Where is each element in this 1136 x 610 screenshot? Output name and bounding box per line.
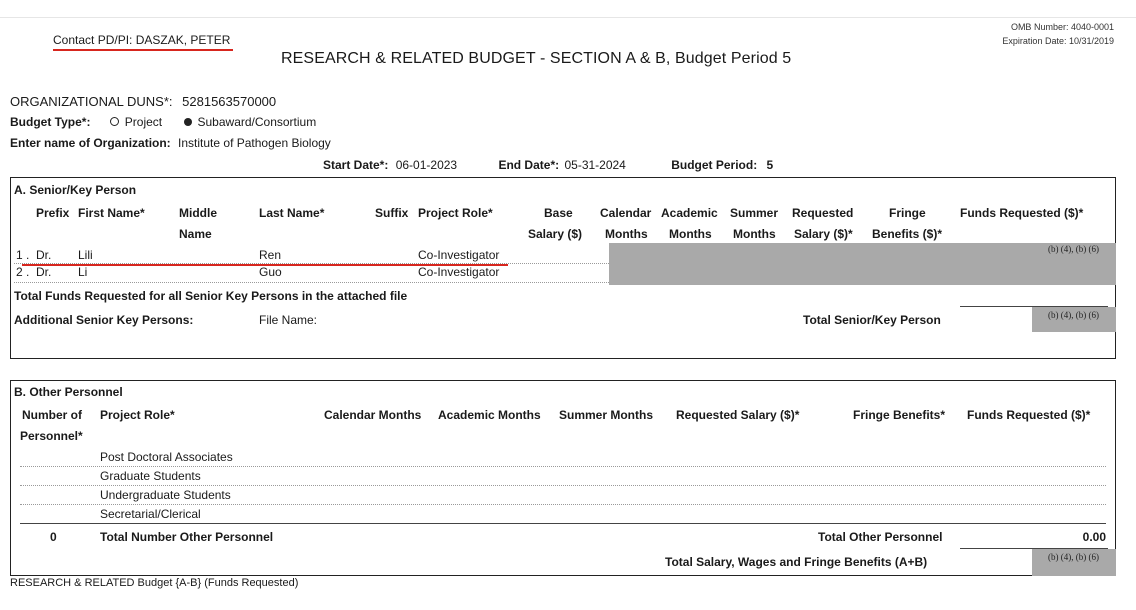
budget-period-label: Budget Period: [671, 158, 758, 172]
redaction-block-a [609, 243, 1116, 285]
duns-label: ORGANIZATIONAL DUNS*: [10, 94, 173, 109]
row-divider [20, 504, 1106, 505]
col-req-1: Requested [792, 206, 854, 220]
col-b-role: Project Role* [100, 408, 175, 422]
col-cal-1: Calendar [600, 206, 652, 220]
col-last-name: Last Name* [259, 206, 325, 220]
row-divider [20, 485, 1106, 486]
duns-value: 5281563570000 [182, 94, 277, 109]
redaction-label-total-a: (b) (4), (b) (6) [1048, 310, 1099, 320]
footer-text: RESEARCH & RELATED Budget {A-B} (Funds Requested) [10, 577, 299, 589]
col-first-name: First Name* [78, 206, 145, 220]
start-date-label: Start Date*: [323, 158, 389, 172]
row-last-name: Ren [259, 248, 282, 262]
row-first-name: Li [78, 265, 88, 279]
omb-number: OMB Number: 4040-0001 [1010, 22, 1114, 32]
col-fringe-1: Fringe [889, 206, 926, 220]
col-b-cal: Calendar Months [324, 408, 422, 422]
end-date-label: End Date*: [498, 158, 560, 172]
col-b-fringe: Fringe Benefits* [853, 408, 946, 422]
role-grad: Graduate Students [100, 469, 201, 483]
total-number-value: 0 [50, 530, 57, 544]
redaction-label-total-b: (b) (4), (b) (6) [1048, 552, 1099, 562]
col-cal-2: Months [605, 227, 648, 241]
end-date-value: 05-31-2024 [564, 158, 626, 172]
col-middle-2: Name [179, 227, 212, 241]
total-salary-label: Total Salary, Wages and Fringe Benefits (A+B) [665, 555, 928, 569]
expiration-date: Expiration Date: 10/31/2019 [1002, 36, 1114, 46]
col-sum-1: Summer [730, 206, 779, 220]
col-b-req: Requested Salary ($)* [676, 408, 800, 422]
contact-pi: Contact PD/PI: DASZAK, PETER [53, 33, 231, 47]
period-row [323, 158, 773, 172]
row-divider [14, 282, 609, 283]
row-divider [20, 466, 1106, 467]
col-sum-2: Months [733, 227, 776, 241]
radio-project-label: Project [124, 115, 163, 129]
row-first-name: Lili [78, 248, 93, 262]
col-prefix: Prefix [36, 206, 70, 220]
role-secretarial: Secretarial/Clerical [100, 507, 201, 521]
section-a-title: A. Senior/Key Person [14, 183, 137, 197]
col-b-acad: Academic Months [438, 408, 541, 422]
radio-project[interactable] [110, 115, 162, 129]
total-other-label: Total Other Personnel [818, 530, 943, 544]
col-b-funds: Funds Requested ($)* [967, 408, 1091, 422]
col-fringe-2: Benefits ($)* [872, 227, 943, 241]
org-name-value: Institute of Pathogen Biology [178, 136, 331, 150]
radio-filled-icon [184, 118, 192, 126]
highlight-underline-contact [53, 49, 233, 51]
col-suffix: Suffix [375, 206, 409, 220]
row-prefix: Dr. [36, 248, 52, 262]
redaction-label-a: (b) (4), (b) (6) [1048, 244, 1099, 254]
duns-row [10, 94, 276, 109]
budget-type-label: Budget Type*: [10, 115, 91, 129]
start-date-value: 06-01-2023 [395, 158, 458, 172]
row-number: 2 . [16, 265, 30, 279]
col-funds: Funds Requested ($)* [960, 206, 1084, 220]
row-last-name: Guo [259, 265, 282, 279]
row-number: 1 . [16, 248, 30, 262]
top-border [0, 17, 1136, 18]
budget-period-value: 5 [766, 158, 774, 172]
row-role: Co-Investigator [418, 265, 500, 279]
col-project-role: Project Role* [418, 206, 493, 220]
radio-empty-icon [110, 117, 119, 126]
total-other-value: 0.00 [1082, 530, 1106, 544]
section-b-title: B. Other Personnel [14, 385, 123, 399]
radio-subaward-label: Subaward/Consortium [197, 115, 317, 129]
total-funds-attached: Total Funds Requested for all Senior Key Persons in the attached file [14, 289, 408, 303]
col-b-number-1: Number of [22, 408, 82, 422]
role-postdoc: Post Doctoral Associates [100, 450, 233, 464]
col-acad-2: Months [669, 227, 712, 241]
col-b-number-2: Personnel* [20, 429, 83, 443]
total-senior-key-label: Total Senior/Key Person [803, 313, 941, 327]
page-title: RESEARCH & RELATED BUDGET - SECTION A & B, Budget Period 5 [281, 50, 792, 67]
totals-divider [20, 523, 1106, 524]
file-name-label: File Name: [259, 313, 318, 327]
org-name-row [10, 136, 331, 150]
role-undergrad: Undergraduate Students [100, 488, 231, 502]
radio-subaward[interactable] [184, 115, 317, 129]
col-base-1: Base [544, 206, 573, 220]
row-prefix: Dr. [36, 265, 52, 279]
col-req-2: Salary ($)* [794, 227, 853, 241]
col-b-sum: Summer Months [559, 408, 654, 422]
col-middle-1: Middle [179, 206, 217, 220]
col-base-2: Salary ($) [528, 227, 583, 241]
org-name-label: Enter name of Organization: [10, 136, 171, 150]
col-acad-1: Academic [661, 206, 718, 220]
budget-type-row [10, 115, 316, 129]
additional-persons-label: Additional Senior Key Persons: [14, 313, 194, 327]
total-number-label: Total Number Other Personnel [100, 530, 274, 544]
row-role: Co-Investigator [418, 248, 500, 262]
